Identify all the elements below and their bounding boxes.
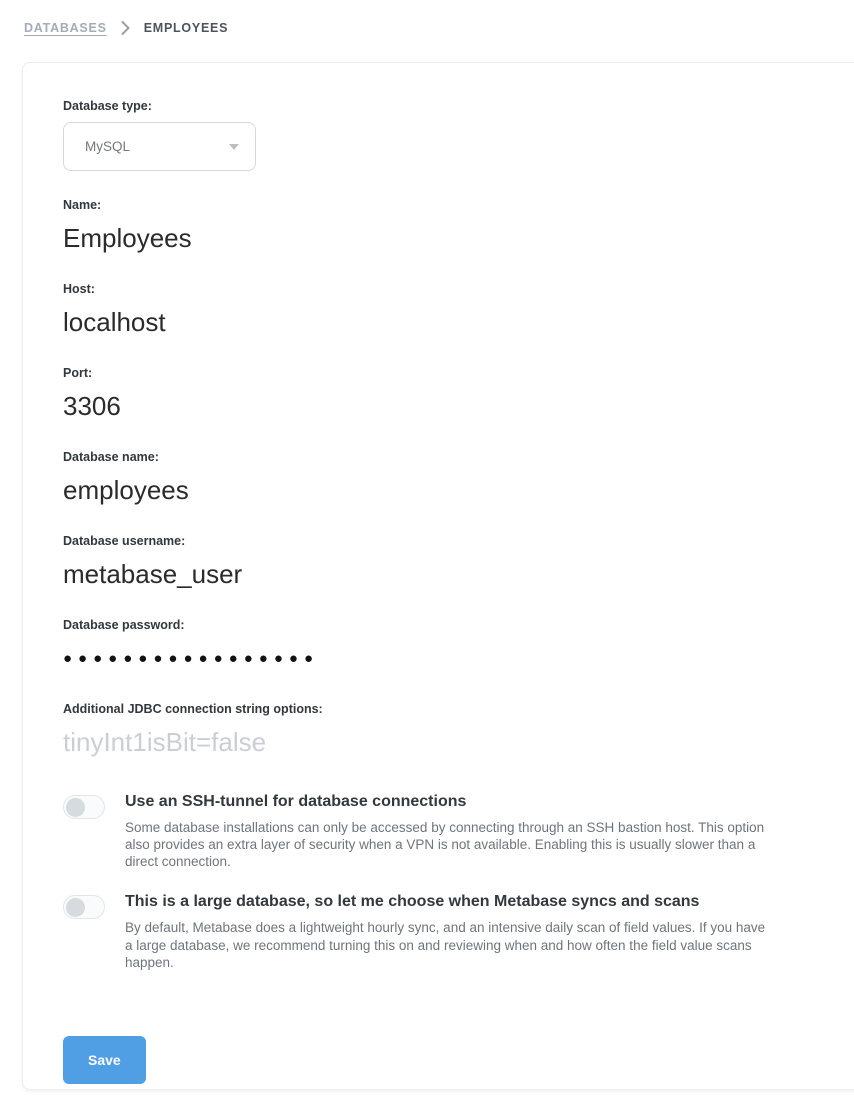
chevron-right-icon: [121, 21, 130, 35]
database-password-input[interactable]: [63, 641, 483, 675]
ssh-tunnel-title: Use an SSH-tunnel for database connections: [125, 793, 467, 810]
database-username-input[interactable]: [63, 557, 483, 591]
large-database-toggle-row: [63, 893, 821, 970]
name-input[interactable]: [63, 221, 483, 255]
large-database-title: This is a large database, so let me choose when Metabase syncs and scans: [125, 893, 700, 911]
port-label: Port:: [63, 366, 93, 380]
ssh-tunnel-toggle[interactable]: [63, 795, 105, 819]
field-database-username: [63, 534, 821, 591]
chevron-down-icon: [229, 144, 239, 150]
port-input[interactable]: [63, 389, 483, 423]
database-type-label: Database type:: [63, 99, 152, 113]
field-database-name: [63, 450, 821, 507]
large-database-toggle[interactable]: [63, 895, 105, 919]
breadcrumb-current: EMPLOYEES: [143, 21, 229, 35]
field-jdbc-options: [63, 702, 821, 759]
toggle-knob: [66, 898, 85, 917]
breadcrumb: [0, 0, 854, 40]
breadcrumb-databases-link[interactable]: DATABASES: [24, 21, 107, 35]
database-type-selected-value: MySQL: [85, 139, 131, 154]
host-label: Host:: [63, 282, 95, 296]
field-name: [63, 198, 821, 255]
large-database-text: [125, 893, 768, 970]
database-form-card: [22, 62, 854, 1090]
field-database-type: [63, 99, 821, 171]
name-label: Name:: [63, 198, 102, 212]
host-input[interactable]: [63, 305, 483, 339]
save-button[interactable]: Save: [63, 1036, 146, 1084]
toggle-knob: [66, 798, 85, 817]
large-database-description: By default, Metabase does a lightweight hourly sync, and an intensive daily scan of field values. If you have a large database, we recommend turning this on and reviewing when and how often the field value scans happen.: [125, 920, 766, 970]
database-name-input[interactable]: [63, 473, 483, 507]
field-host: [63, 282, 821, 339]
field-database-password: [63, 618, 821, 675]
field-port: [63, 366, 821, 423]
database-type-select[interactable]: [63, 122, 256, 171]
ssh-tunnel-toggle-row: [63, 793, 821, 870]
database-username-label: Database username:: [63, 534, 186, 548]
ssh-tunnel-description: Some database installations can only be accessed by connecting through an SSH bastion host. This option also provides an extra layer of security when a VPN is not available. Enabling this is usually slower than a direct connection.: [125, 820, 765, 870]
jdbc-options-input[interactable]: [63, 725, 483, 759]
jdbc-options-label: Additional JDBC connection string options:: [63, 702, 323, 716]
ssh-tunnel-text: [125, 793, 768, 870]
database-name-label: Database name:: [63, 450, 159, 464]
database-password-label: Database password:: [63, 618, 185, 632]
